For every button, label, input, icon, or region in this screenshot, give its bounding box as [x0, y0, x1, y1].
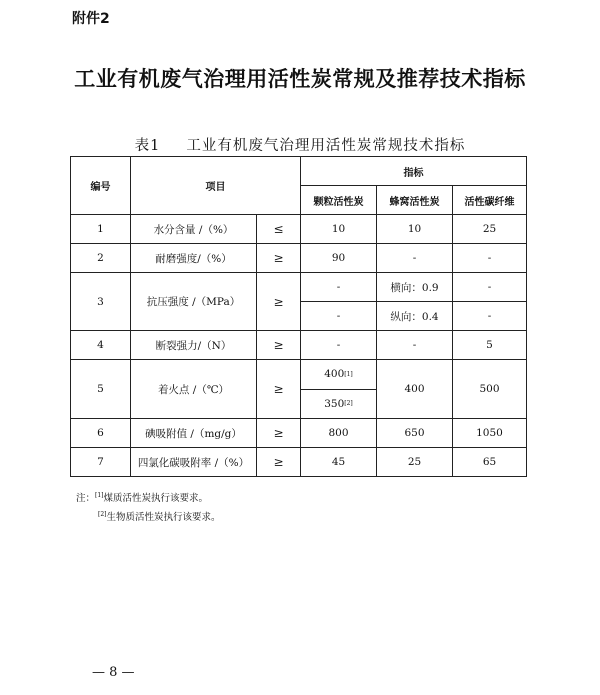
table-row — [71, 215, 527, 244]
row-symbol: ≤ — [257, 215, 301, 244]
row-fiber: 25 — [453, 215, 527, 244]
row-honeycomb: 650 — [377, 419, 453, 448]
row-fiber: - — [453, 302, 527, 331]
table-notes — [76, 488, 221, 526]
row-fiber: 5 — [453, 331, 527, 360]
row-item: 耐磨强度/（%） — [131, 244, 257, 273]
row-fiber: - — [453, 244, 527, 273]
note-2-text: 生物质活性炭执行该要求。 — [106, 512, 221, 524]
table-number: 表1 — [134, 138, 161, 154]
note-2 — [76, 507, 221, 526]
row-granular: 90 — [301, 244, 377, 273]
footnote-ref-2: [2] — [344, 400, 353, 408]
row-no: 7 — [71, 448, 131, 477]
row-honeycomb: 纵向：0.4 — [377, 302, 453, 331]
header-honeycomb: 蜂窝活性炭 — [377, 186, 453, 215]
row-granular: 45 — [301, 448, 377, 477]
row-no: 5 — [71, 360, 131, 419]
row-item: 四氯化碳吸附率 /（%） — [131, 448, 257, 477]
footnote-ref-1: [1] — [344, 370, 353, 378]
header-fiber: 活性碳纤维 — [453, 186, 527, 215]
row-granular: - — [301, 273, 377, 302]
header-no: 编号 — [71, 157, 131, 215]
note-1-text: 煤质活性炭执行该要求。 — [103, 493, 209, 505]
table-row — [71, 360, 527, 419]
row-honeycomb: - — [377, 331, 453, 360]
note-prefix: 注： — [76, 493, 96, 505]
row-symbol: ≥ — [257, 244, 301, 273]
row-honeycomb: 10 — [377, 215, 453, 244]
row-symbol: ≥ — [257, 331, 301, 360]
row-granular: 10 — [301, 215, 377, 244]
row-honeycomb: 25 — [377, 448, 453, 477]
table-caption — [0, 134, 600, 155]
row-no: 6 — [71, 419, 131, 448]
note-1-mark: [1] — [95, 492, 104, 499]
document-title: 工业有机废气治理用活性炭常规及推荐技术指标 — [74, 67, 526, 91]
row-no: 2 — [71, 244, 131, 273]
row-item: 水分含量 /（%） — [131, 215, 257, 244]
note-1 — [76, 488, 221, 507]
row-honeycomb: - — [377, 244, 453, 273]
row-honeycomb: 横向：0.9 — [377, 273, 453, 302]
table-row — [71, 331, 527, 360]
row-granular: 800 — [301, 419, 377, 448]
attachment-label: 附件2 — [72, 11, 110, 27]
header-indicator: 指标 — [301, 157, 527, 186]
row-granular — [301, 360, 377, 419]
table-row — [71, 419, 527, 448]
row-item: 着火点 /（℃） — [131, 360, 257, 419]
header-granular: 颗粒活性炭 — [301, 186, 377, 215]
row-honeycomb: 400 — [377, 360, 453, 419]
row-granular: - — [301, 302, 377, 331]
row-fiber: 500 — [453, 360, 527, 419]
header-item: 项目 — [131, 157, 301, 215]
row-fiber: 65 — [453, 448, 527, 477]
note-2-mark: [2] — [98, 511, 107, 519]
row-symbol: ≥ — [257, 360, 301, 419]
table-title: 工业有机废气治理用活性炭常规技术指标 — [186, 138, 466, 154]
table-row — [71, 448, 527, 477]
spec-table — [70, 156, 527, 477]
row-symbol: ≥ — [257, 419, 301, 448]
row-item: 碘吸附值 /（mg/g） — [131, 419, 257, 448]
row-fiber: 1050 — [453, 419, 527, 448]
granular-coal-value: 400 [1] — [324, 368, 353, 381]
row-no: 3 — [71, 273, 131, 331]
row-no: 1 — [71, 215, 131, 244]
granular-biomass-value: 350 [2] — [301, 389, 376, 419]
row-no: 4 — [71, 331, 131, 360]
row-granular: - — [301, 331, 377, 360]
table-row — [71, 244, 527, 273]
row-item: 断裂强力/（N） — [131, 331, 257, 360]
row-symbol: ≥ — [257, 448, 301, 477]
page-number: — 8 — — [92, 665, 135, 680]
table-row — [71, 273, 527, 302]
row-item: 抗压强度 /（MPa） — [131, 273, 257, 331]
row-symbol: ≥ — [257, 273, 301, 331]
row-fiber: - — [453, 273, 527, 302]
